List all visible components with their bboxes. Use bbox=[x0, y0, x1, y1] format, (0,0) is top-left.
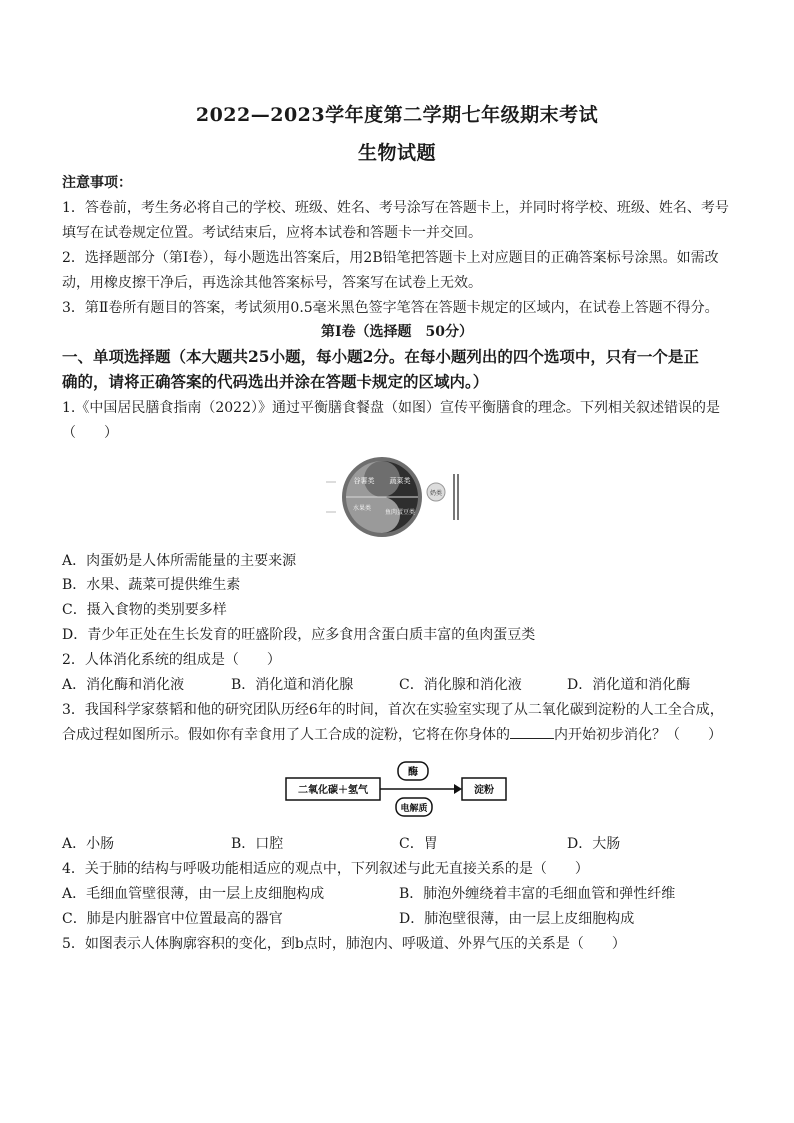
output-label: 淀粉 bbox=[474, 785, 494, 796]
q4-option-a: A．毛细血管壁很薄，由一层上皮细胞构成 bbox=[62, 886, 325, 902]
enzyme-label: 酶 bbox=[408, 767, 418, 778]
q3-stem-line-1: 3．我国科学家蔡韬和他的研究团队历经6年的时间，首次在实验室实现了从二氧化碳到淀粉的人工全合成， bbox=[62, 702, 724, 718]
q1-option-c: C．摄入食物的类别要多样 bbox=[62, 602, 227, 618]
section-1-instruction-line-2: 确的，请将正确答案的代码选出并涂在答题卡规定的区域内。） bbox=[62, 372, 489, 391]
q2-option-d: D．消化道和消化酶 bbox=[567, 677, 691, 693]
exam-subject: 生物试题 bbox=[357, 142, 436, 164]
q2-option-b: B．消化道和消化腺 bbox=[231, 677, 354, 693]
q2-option-a: A．消化酶和消化液 bbox=[62, 677, 185, 693]
q4-option-d: D．肺泡壁很薄，由一层上皮细胞构成 bbox=[399, 911, 635, 927]
plate-label-milk: 奶类 bbox=[429, 490, 443, 497]
q2-option-c: C．消化腺和消化液 bbox=[399, 677, 522, 693]
notice-item-1-line-1: 1．答卷前，考生务必将自己的学校、班级、姓名、考号涂写在答题卡上，并同时将学校、班级、姓名、考号 bbox=[62, 200, 729, 216]
q2-stem: 2．人体消化系统的组成是（ ） bbox=[62, 652, 281, 668]
q1-option-d: D．青少年正处在生长发育的旺盛阶段，应多食用含蛋白质丰富的鱼肉蛋豆类 bbox=[62, 627, 536, 643]
plate-label-grain: 谷薯类 bbox=[353, 477, 375, 485]
plate-label-fruit: 水果类 bbox=[352, 505, 372, 512]
notice-item-3: 3．第Ⅱ卷所有题目的答案，考试须用0.5毫米黑色签字笔答在答题卡规定的区域内，在试卷上答题不得分。 bbox=[62, 300, 719, 316]
q3-answer-blank bbox=[510, 724, 554, 739]
balanced-diet-plate-figure bbox=[322, 452, 472, 542]
input-label: 二氧化碳＋氢气 bbox=[298, 785, 368, 796]
plate-label-meat: 鱼肉蛋豆类 bbox=[384, 509, 416, 516]
section-1-title: 第Ⅰ卷（选择题 50分） bbox=[320, 324, 474, 340]
q3-option-c: C．胃 bbox=[399, 836, 438, 852]
q4-option-b: B．肺泡外缠绕着丰富的毛细血管和弹性纤维 bbox=[399, 886, 676, 902]
notice-item-1-line-2: 填写在试卷规定位置。考试结束后，应将本试卷和答题卡一并交回。 bbox=[62, 225, 482, 241]
electrolyte-label: 电解质 bbox=[400, 804, 428, 814]
q4-option-c: C．肺是内脏器官中位置最高的器官 bbox=[62, 911, 283, 927]
q3-stem-line-2-part-b: 内开始初步消化？（ ） bbox=[554, 727, 722, 743]
q3-stem-line-2 bbox=[62, 724, 742, 746]
section-1-instruction-line-1: 一、单项选择题（本大题共25小题，每小题2分。在每小题列出的四个选项中，只有一个是正 bbox=[62, 347, 699, 366]
notice-item-2-line-1: 2．选择题部分（第Ⅰ卷），每小题选出答案后，用2B铅笔把答题卡上对应题目的正确答案标号涂黑。如需改 bbox=[62, 250, 719, 266]
q1-stem-line-2: （ ） bbox=[62, 425, 118, 441]
starch-synthesis-diagram bbox=[280, 758, 520, 820]
q5-stem: 5．如图表示人体胸廓容积的变化，到b点时，肺泡内、呼吸道、外界气压的关系是（ ） bbox=[62, 936, 626, 952]
q3-option-a: A．小肠 bbox=[62, 836, 115, 852]
notice-heading: 注意事项： bbox=[62, 175, 132, 191]
q3-option-b: B．口腔 bbox=[231, 836, 284, 852]
q1-stem-line-1: 1.《中国居民膳食指南（2022）》通过平衡膳食餐盘（如图）宣传平衡膳食的理念。下列相关叙述错误的是 bbox=[62, 400, 720, 416]
q4-stem: 4．关于肺的结构与呼吸功能相适应的观点中，下列叙述与此无直接关系的是（ ） bbox=[62, 861, 589, 877]
exam-title: 2022—2023学年度第二学期七年级期末考试 bbox=[195, 104, 599, 126]
q3-option-d: D．大肠 bbox=[567, 836, 621, 852]
plate-label-vegetable: 蔬菜类 bbox=[389, 477, 411, 485]
notice-item-2-line-2: 动，用橡皮擦干净后，再选涂其他答案标号，答案写在试卷上无效。 bbox=[62, 275, 482, 291]
q3-stem-line-2-part-a: 合成过程如图所示。假如你有幸食用了人工合成的淀粉，它将在你身体的 bbox=[62, 727, 510, 743]
q1-option-b: B．水果、蔬菜可提供维生素 bbox=[62, 577, 241, 593]
q1-option-a: A．肉蛋奶是人体所需能量的主要来源 bbox=[62, 553, 297, 569]
